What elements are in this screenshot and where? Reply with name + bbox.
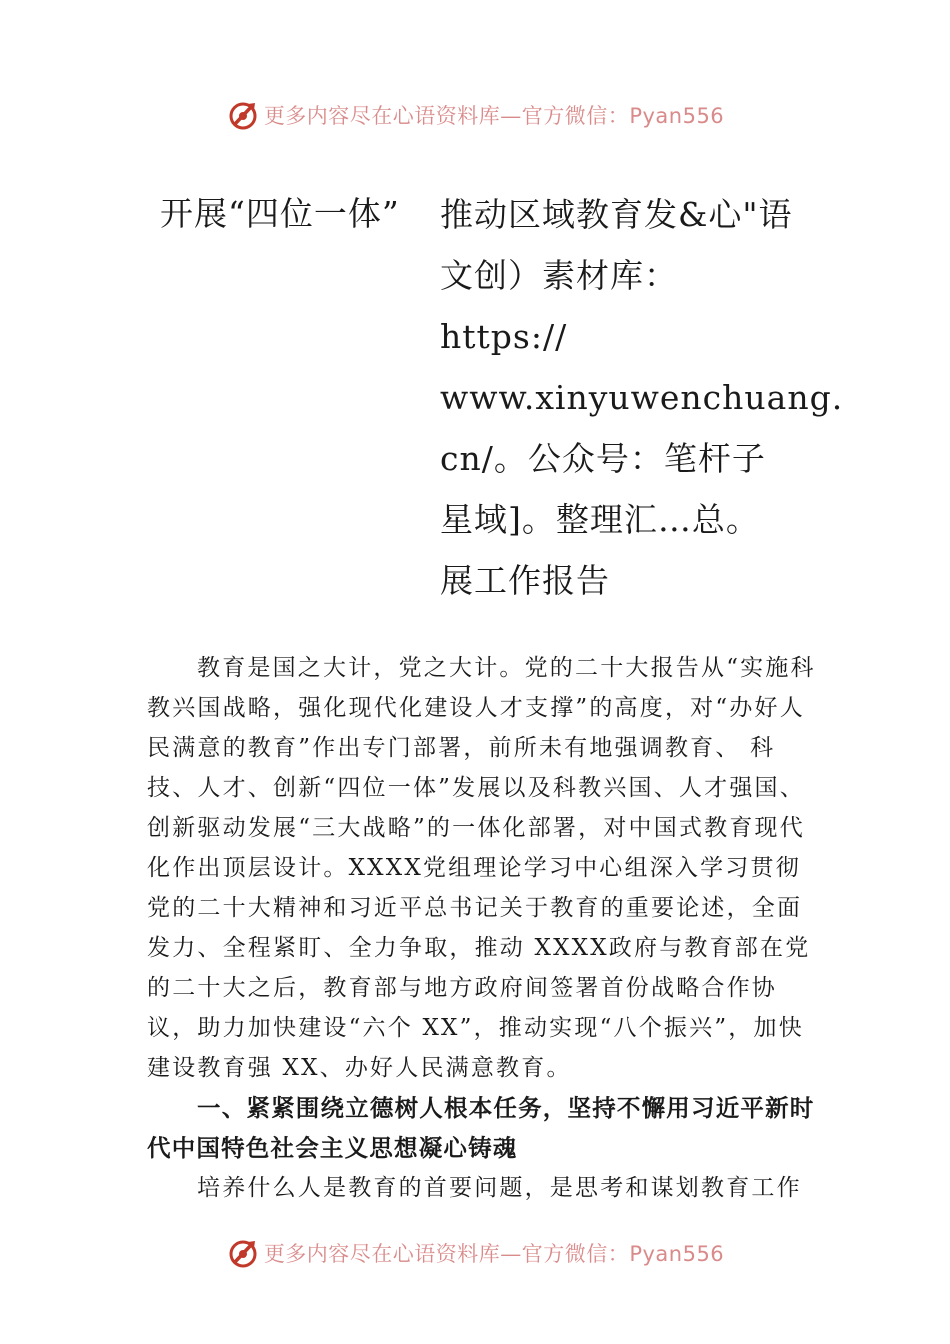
wechat-id: Pyan556: [629, 104, 725, 128]
banner-text: 更多内容尽在心语资料库—官方微信：: [263, 1242, 630, 1266]
title-line: https://: [440, 317, 568, 356]
banner-text: 更多内容尽在心语资料库—官方微信：: [263, 104, 630, 128]
title-line: 展工作报告: [440, 561, 610, 600]
paragraph: 教育是国之大计，党之大计。党的二十大报告从“实施科教兴国战略，强化现代化建设人才支撑”的高度，对“办好人民满意的教育”作出专门部署，前所未有地强调教育、 科技、人才、创新“四位一体”发展以及科教兴国、人才强国、创新驱动发展“三大战略”的一体化部署，对中国式教育现代化作出顶层设计。XXXX党组理论学习中心组深入学习贯彻党的二十大精神和习近平总书记关于教育的重要论述，全面发力、全程紧盯、全力争取，推动 XXXX政府与教育部在党的二十大之后，教育部与地方政府间签署首份战略合作协议，助力加快建设“六个 XX”，推动实现“八个振兴”，加快建设教育强 XX、办好人民满意教育。: [147, 655, 816, 1081]
title-left: 开展“四位一体”: [160, 194, 400, 233]
title-line: 文创）素材库：: [440, 256, 678, 295]
header-banner: [0, 95, 950, 135]
brand-logo-icon: [226, 1236, 260, 1270]
title-line: 推动区域教育发&心"语: [440, 195, 793, 234]
title-line: 星域]。整理汇…总。: [440, 500, 760, 539]
paragraph: 培养什么人是教育的首要问题，是思考和谋划教育工作: [197, 1175, 802, 1201]
footer-banner: [0, 1233, 950, 1273]
title-line: www.xinyuwenchuang.: [440, 378, 844, 417]
wechat-id: Pyan556: [629, 1242, 725, 1266]
section-heading: 一、紧紧围绕立德树人根本任务，坚持不懈用习近平新时代中国特色社会主义思想凝心铸魂: [147, 1094, 815, 1162]
brand-logo-icon: [226, 98, 260, 132]
title-line: cn/。公众号：笔杆子: [440, 439, 766, 478]
document-body: [147, 648, 819, 1208]
title-right: [440, 184, 860, 611]
